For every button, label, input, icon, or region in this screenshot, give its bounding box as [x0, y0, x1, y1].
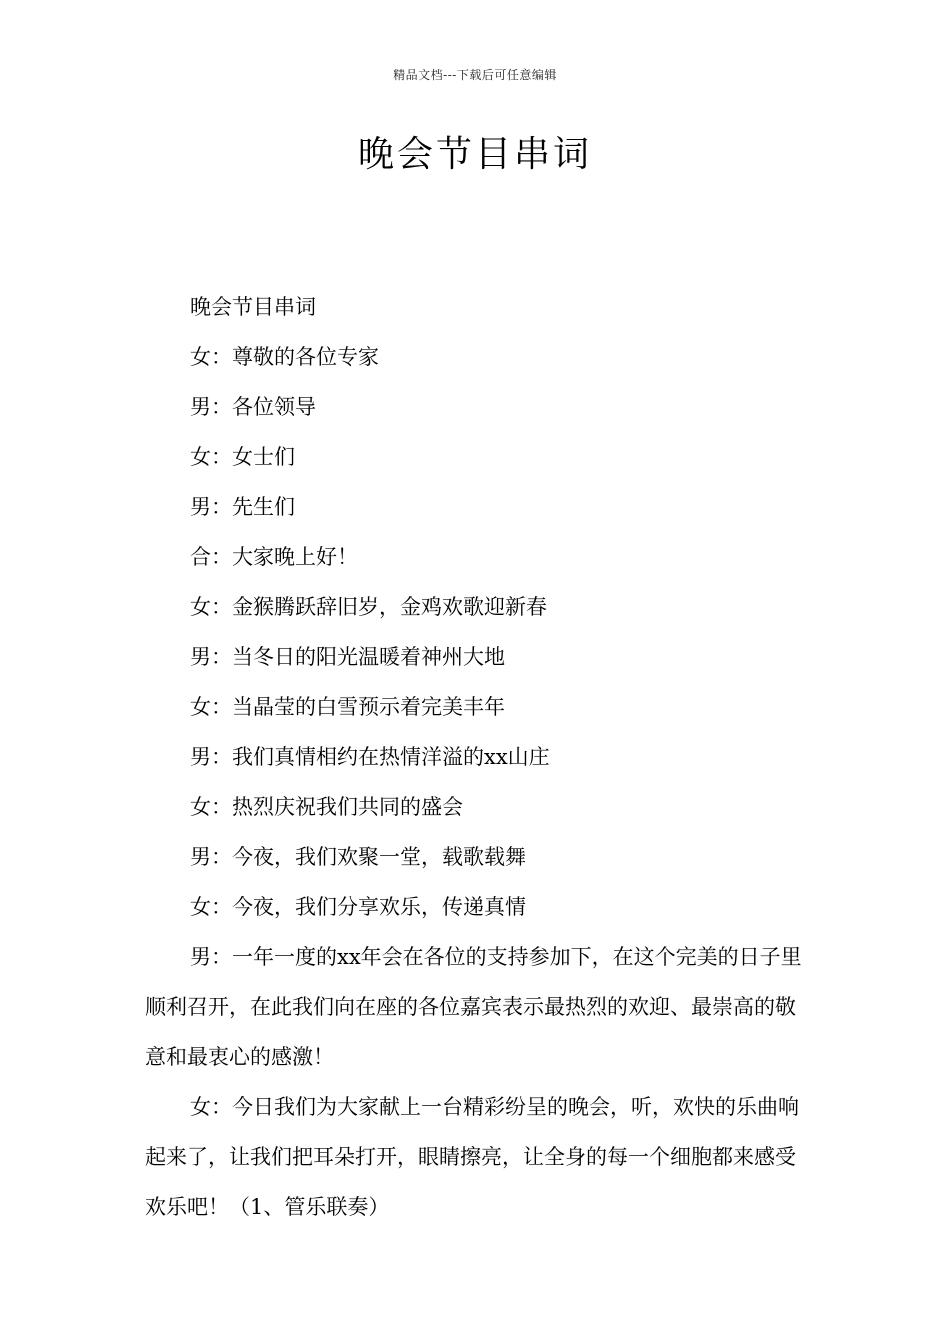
document-body	[145, 282, 809, 1232]
header-note: 精品文档---下载后可任意编辑	[393, 68, 557, 82]
paragraph: 男：今夜，我们欢聚一堂，载歌载舞	[190, 845, 526, 869]
paragraph: 女：尊敬的各位专家	[190, 345, 379, 369]
paragraph: 男：一年一度的xx年会在各位的支持参加下，在这个完美的日子里顺利召开，在此我们向在座的各位嘉宾表示最热烈的欢迎、最崇高的敬意和最衷心的感激！	[145, 945, 802, 1069]
paragraph: 合：大家晚上好！	[190, 545, 358, 569]
paragraph: 男：当冬日的阳光温暖着神州大地	[190, 645, 505, 669]
paragraph: 男：先生们	[190, 495, 295, 519]
paragraph: 女：金猴腾跃辞旧岁，金鸡欢歌迎新春	[190, 595, 547, 619]
paragraph: 晚会节目串词	[190, 295, 316, 319]
document-title: 晚会节目串词	[357, 134, 592, 175]
paragraph: 男：我们真情相约在热情洋溢的xx山庄	[190, 745, 550, 769]
paragraph: 女：热烈庆祝我们共同的盛会	[190, 795, 463, 819]
paragraph: 女：今日我们为大家献上一台精彩纷呈的晚会，听，欢快的乐曲响起来了，让我们把耳朵打开，眼睛擦亮，让全身的每一个细胞都来感受欢乐吧！（1、管乐联奏）	[145, 1095, 799, 1219]
paragraph: 女：女士们	[190, 445, 295, 469]
paragraph: 男：各位领导	[190, 395, 316, 419]
paragraph: 女：当晶莹的白雪预示着完美丰年	[190, 695, 505, 719]
paragraph: 女：今夜，我们分享欢乐，传递真情	[190, 895, 526, 919]
